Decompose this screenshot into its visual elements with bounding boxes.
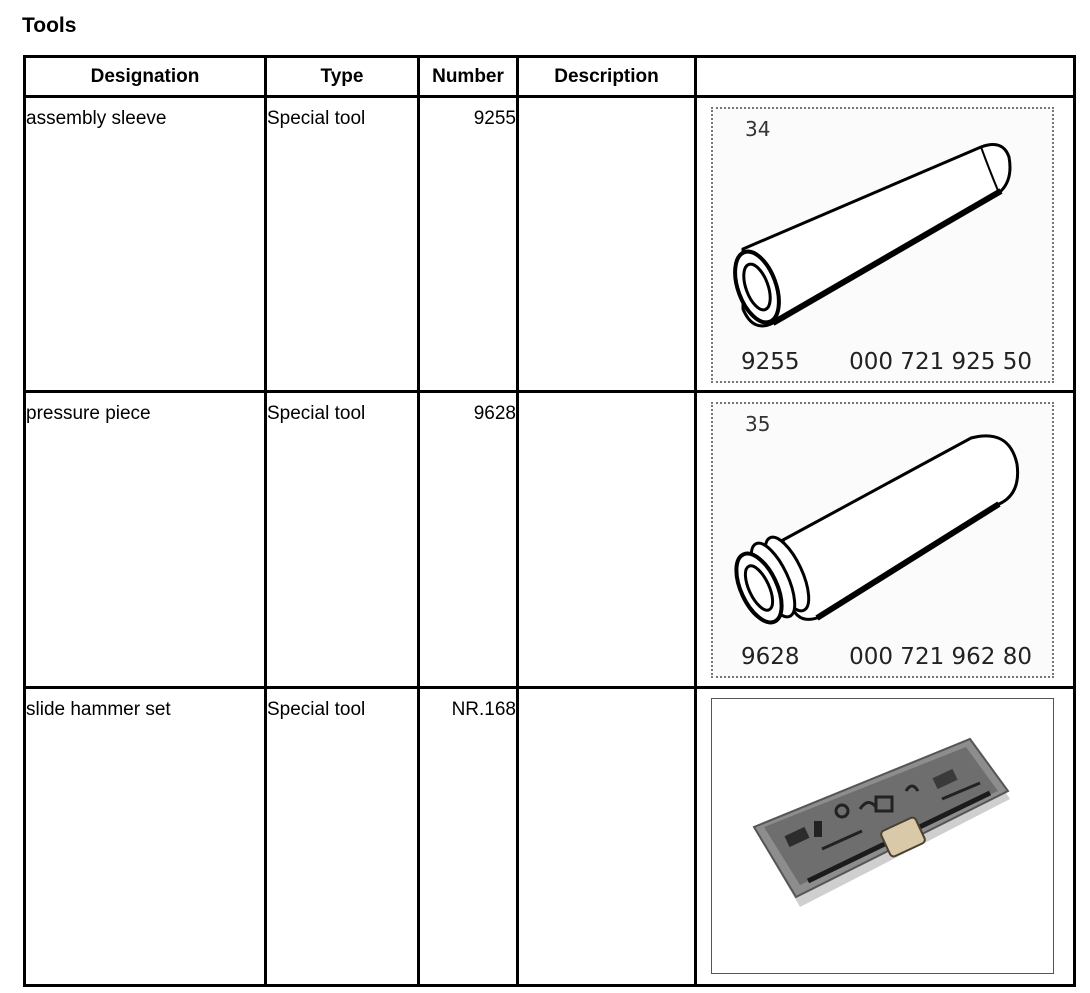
designation-cell: slide hammer set xyxy=(25,688,266,986)
page-heading: Tools xyxy=(22,14,77,37)
image-cell xyxy=(696,97,1075,392)
designation-cell: assembly sleeve xyxy=(25,97,266,392)
pressure-piece-figure xyxy=(711,402,1054,678)
figure-tool-number: 9628 xyxy=(741,644,800,670)
table-row xyxy=(25,392,1075,688)
slide-hammer-case-photo-icon xyxy=(712,699,1055,975)
col-header-description: Description xyxy=(518,57,696,97)
description-cell xyxy=(518,688,696,986)
assembly-sleeve-figure xyxy=(711,107,1054,383)
figure-index: 34 xyxy=(745,117,771,141)
description-cell xyxy=(518,392,696,688)
table-header-row xyxy=(25,57,1075,97)
type-cell: Special tool xyxy=(266,97,419,392)
col-header-image xyxy=(696,57,1075,97)
figure-index: 35 xyxy=(745,412,771,436)
col-header-designation: Designation xyxy=(25,57,266,97)
table-row xyxy=(25,97,1075,392)
number-cell: NR.168 xyxy=(419,688,518,986)
sleeve-drawing-icon xyxy=(713,109,1056,385)
pressure-piece-drawing-icon xyxy=(713,404,1056,680)
type-cell: Special tool xyxy=(266,392,419,688)
tools-table xyxy=(23,55,1076,987)
number-cell: 9628 xyxy=(419,392,518,688)
col-header-type: Type xyxy=(266,57,419,97)
figure-part-number: 000 721 925 50 xyxy=(849,349,1032,375)
designation-cell: pressure piece xyxy=(25,392,266,688)
slide-hammer-set-figure xyxy=(711,698,1054,974)
type-cell: Special tool xyxy=(266,688,419,986)
figure-tool-number: 9255 xyxy=(741,349,800,375)
figure-part-number: 000 721 962 80 xyxy=(849,644,1032,670)
image-cell xyxy=(696,688,1075,986)
col-header-number: Number xyxy=(419,57,518,97)
table-row xyxy=(25,688,1075,986)
number-cell: 9255 xyxy=(419,97,518,392)
image-cell xyxy=(696,392,1075,688)
description-cell xyxy=(518,97,696,392)
